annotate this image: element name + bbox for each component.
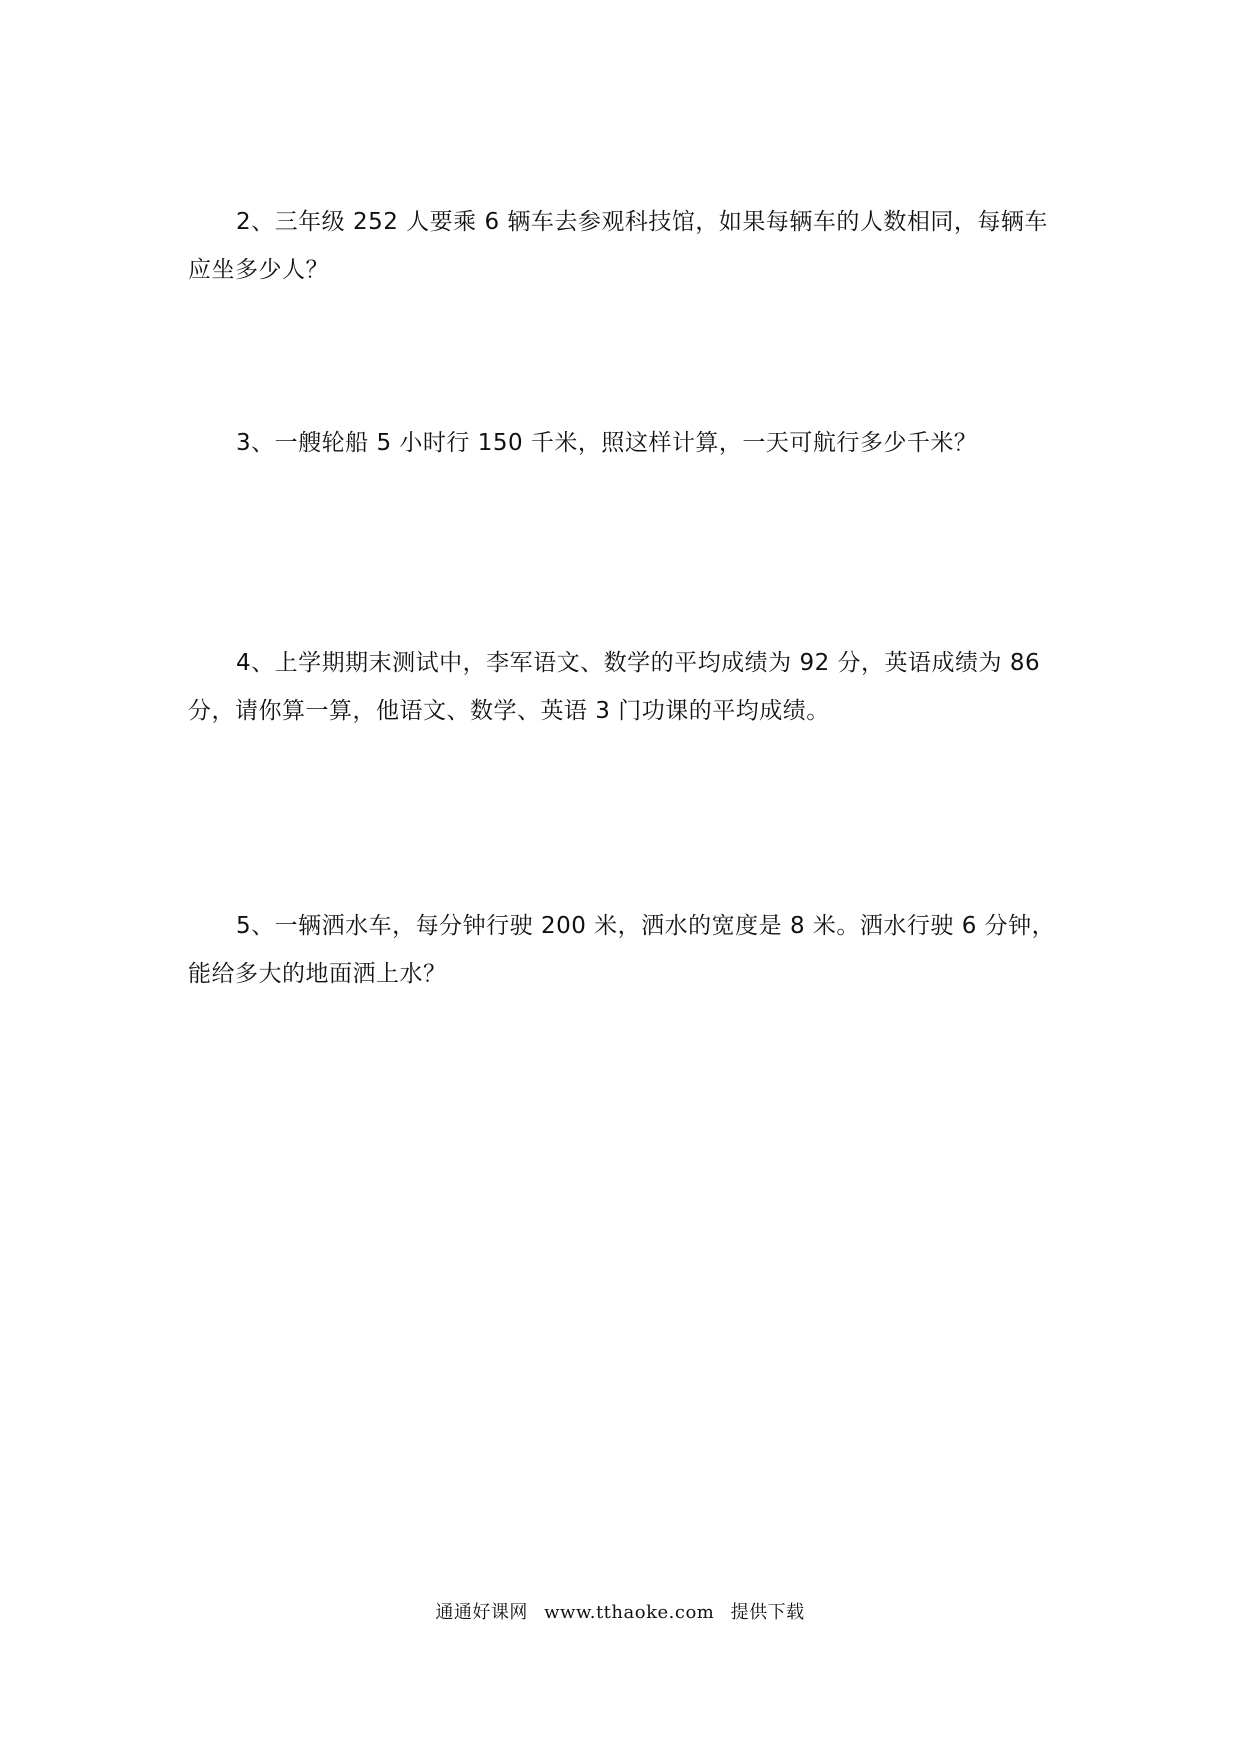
problem-5: 5、一辆洒水车，每分钟行驶 200 米，洒水的宽度是 8 米。洒水行驶 6 分钟，能给多大的地面洒上水？	[188, 913, 1056, 987]
problem-4: 4、上学期期末测试中，李军语文、数学的平均成绩为 92 分，英语成绩为 86 分，请你算一算，他语文、数学、英语 3 门功课的平均成绩。	[188, 650, 1041, 724]
footer-site-name: 通通好课网	[435, 1602, 528, 1623]
footer-suffix: 提供下载	[730, 1602, 805, 1623]
problem-3: 3、一艘轮船 5 小时行 150 千米，照这样计算，一天可航行多少千米？	[236, 430, 978, 456]
page-footer	[0, 1598, 1240, 1624]
footer-url: www.tthaoke.com	[544, 1602, 715, 1623]
problem-2: 2、三年级 252 人要乘 6 辆车去参观科技馆，如果每辆车的人数相同，每辆车应坐多少人？	[188, 209, 1048, 283]
